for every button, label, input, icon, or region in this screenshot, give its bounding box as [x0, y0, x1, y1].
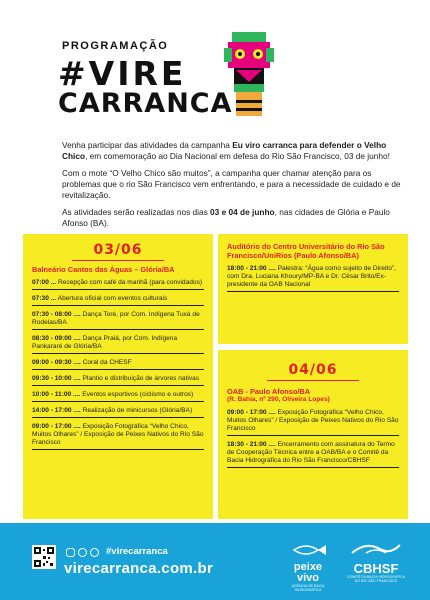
divider: [72, 260, 164, 261]
schedule-item: [227, 409, 399, 436]
title-vire: #VIRE: [58, 54, 187, 93]
divider: [32, 385, 204, 386]
schedule-description: Recepção com café da manhã (para convidados): [56, 279, 203, 286]
programacao-label: PROGRAMAÇÃO: [62, 40, 169, 52]
peixe-vivo-wordmark: peixe vivo: [293, 561, 323, 584]
instagram-icon[interactable]: [66, 548, 75, 557]
schedule-time: 07:30 - 08:00 ....: [32, 311, 81, 318]
intro-p1-campaign: Eu viro carranca para defender o Velho Chico: [62, 140, 387, 161]
header: [0, 0, 430, 130]
schedule-description: Abertura oficial com eventos culturais: [56, 295, 168, 302]
evening-list: [227, 265, 399, 292]
day-2-venue: OAB - Paulo Afonso/BA: [227, 387, 311, 396]
schedule-description: Dança Praiá, por Com. Indígena Pankararé de Glória/BA: [32, 335, 178, 350]
schedule-item: [32, 295, 204, 306]
schedule-time: 07:00 ...: [32, 279, 57, 286]
divider: [32, 329, 204, 330]
evening-venue: Auditório do Centro Universitário do Rio São Francisco/UniRios (Paulo Afonso/BA): [227, 242, 385, 260]
day-2-address: (R. Bahia, nº 290, Oliveira Lopes): [227, 396, 330, 403]
intro-p1-start: Venha participar das atividades da campanha: [62, 140, 233, 150]
schedule-description: Plantio e distribuição de árvores nativas: [80, 375, 200, 382]
intro-text: [62, 140, 402, 235]
schedule-item: [32, 423, 204, 450]
divider: [32, 417, 204, 418]
intro-paragraph-1: [62, 140, 402, 162]
divider: [32, 289, 204, 290]
schedule-description: Eventos esportivos (ciclismo e outros): [80, 391, 194, 398]
divider: [227, 291, 399, 292]
cbhsf-wordmark: CBHSF: [353, 561, 399, 576]
divider: [32, 369, 204, 370]
schedule-time: 09:00 - 09:30 ....: [32, 359, 81, 366]
day-1-venue: Balneário Cantos das Águas – Glória/BA: [32, 265, 175, 274]
schedule-item: [32, 279, 204, 290]
facebook-icon[interactable]: [78, 548, 87, 557]
schedule-description: Dança Toré, por Com. Indígena Tuxá de Rodelas/BA: [32, 311, 200, 326]
divider: [32, 401, 204, 402]
schedule-time: 09:00 - 17:00 ....: [32, 423, 81, 430]
schedule-time: 09:00 - 17:00 ....: [227, 409, 276, 416]
cbhsf-subtitle: COMITÊ DA BACIA HIDROGRÁFICA DO RIO SÃO FRANCISCO: [346, 575, 406, 583]
qr-code-icon[interactable]: [32, 545, 56, 569]
schedule-day-1-evening: [218, 234, 408, 344]
day-1-date: 03/06: [93, 242, 143, 258]
youtube-icon[interactable]: [90, 548, 99, 557]
cbhsf-logo: [346, 539, 406, 585]
schedule-day-1: [23, 234, 213, 519]
schedule-item: [32, 375, 204, 386]
day-1-list: [32, 279, 204, 450]
social-icons: [66, 548, 99, 557]
schedule-description: Realização de minicursos (Glória/BA): [80, 407, 193, 414]
intro-p3-dates: 03 e 04 de junho: [210, 207, 275, 217]
divider: [267, 380, 359, 381]
carranca-totem-icon: [222, 30, 276, 120]
schedule-description: Encerramento com assinatura do Termo de Cooperação Técnica entre a OAB/BA e o Comitê da Bacia Hidrográfica do Rio São Francisco/CBHSF: [227, 441, 395, 464]
schedule-time: 08:30 - 09:00 ....: [32, 335, 81, 342]
schedule-time: 14:00 - 17:00 ....: [32, 407, 81, 414]
footer: [0, 523, 430, 600]
cbhsf-symbol-icon: [346, 539, 406, 557]
schedule-item: [32, 391, 204, 402]
schedule-item: [32, 359, 204, 370]
divider: [32, 449, 204, 450]
peixe-vivo-subtitle: AGÊNCIA DE BACIA HIDROGRÁFICA: [291, 584, 325, 592]
intro-p1-end: , em comemoração ao Dia Nacional em defesa do Rio São Francisco, 03 de junho!: [85, 151, 390, 161]
schedule-day-2: [218, 350, 408, 519]
schedule-time: 18:30 - 21:00 ....: [227, 441, 276, 448]
schedule-item: [32, 335, 204, 354]
intro-p3-end: , nas cidades de Glória e Paulo Afonso (BA).: [62, 207, 390, 228]
divider: [32, 305, 204, 306]
schedule-item: [32, 311, 204, 330]
website-link[interactable]: virecarranca.com.br: [64, 560, 214, 577]
schedule-description: Coral da CHESF: [80, 359, 132, 366]
schedule-time: 10:00 - 11:00 ....: [32, 391, 81, 398]
schedule-item: [227, 441, 399, 468]
fish-icon: [286, 543, 330, 557]
schedule-item: [227, 265, 399, 292]
day-2-date: 04/06: [288, 362, 338, 378]
peixe-vivo-logo: [286, 543, 330, 592]
schedule-time: 18:00 - 21:00 ....: [227, 265, 276, 272]
schedule-description: Exposição Fotográfica “Velho Chico, Muitos Olhares” / Exposição de Peixes Nativos do Rio São Francisco: [32, 423, 204, 446]
schedule-item: [32, 407, 204, 418]
divider: [32, 353, 204, 354]
intro-paragraph-2: Com o mote “O Velho Chico são muitos”, a campanha quer chamar atenção para os problemas que o rio São Francisco vem enfrentando, e para a necessidade de cuidado e de revitalização.: [62, 168, 401, 200]
schedule-description: Palestra: “Água como sujeito de Direito”, com Dra. Luciana Khoury/MP-BA e Dr. César Brito/Ex-presidente da OAB Nacional: [227, 265, 396, 288]
intro-p3-start: As atividades serão realizadas nos dias: [62, 207, 211, 217]
schedule-description: Exposição Fotográfica “Velho Chico, Muitos Olhares” / Exposição de Peixes Nativos do Rio São Francisco: [227, 409, 399, 432]
title-carranca: CARRANCA: [58, 88, 233, 119]
schedule-time: 07:30 ...: [32, 295, 57, 302]
day-2-list: [227, 409, 399, 468]
hashtag: #virecarranca: [106, 546, 168, 557]
schedule-time: 09:30 - 10:00 ....: [32, 375, 81, 382]
intro-paragraph-3: [62, 207, 402, 229]
divider: [227, 435, 399, 436]
divider: [227, 467, 399, 468]
